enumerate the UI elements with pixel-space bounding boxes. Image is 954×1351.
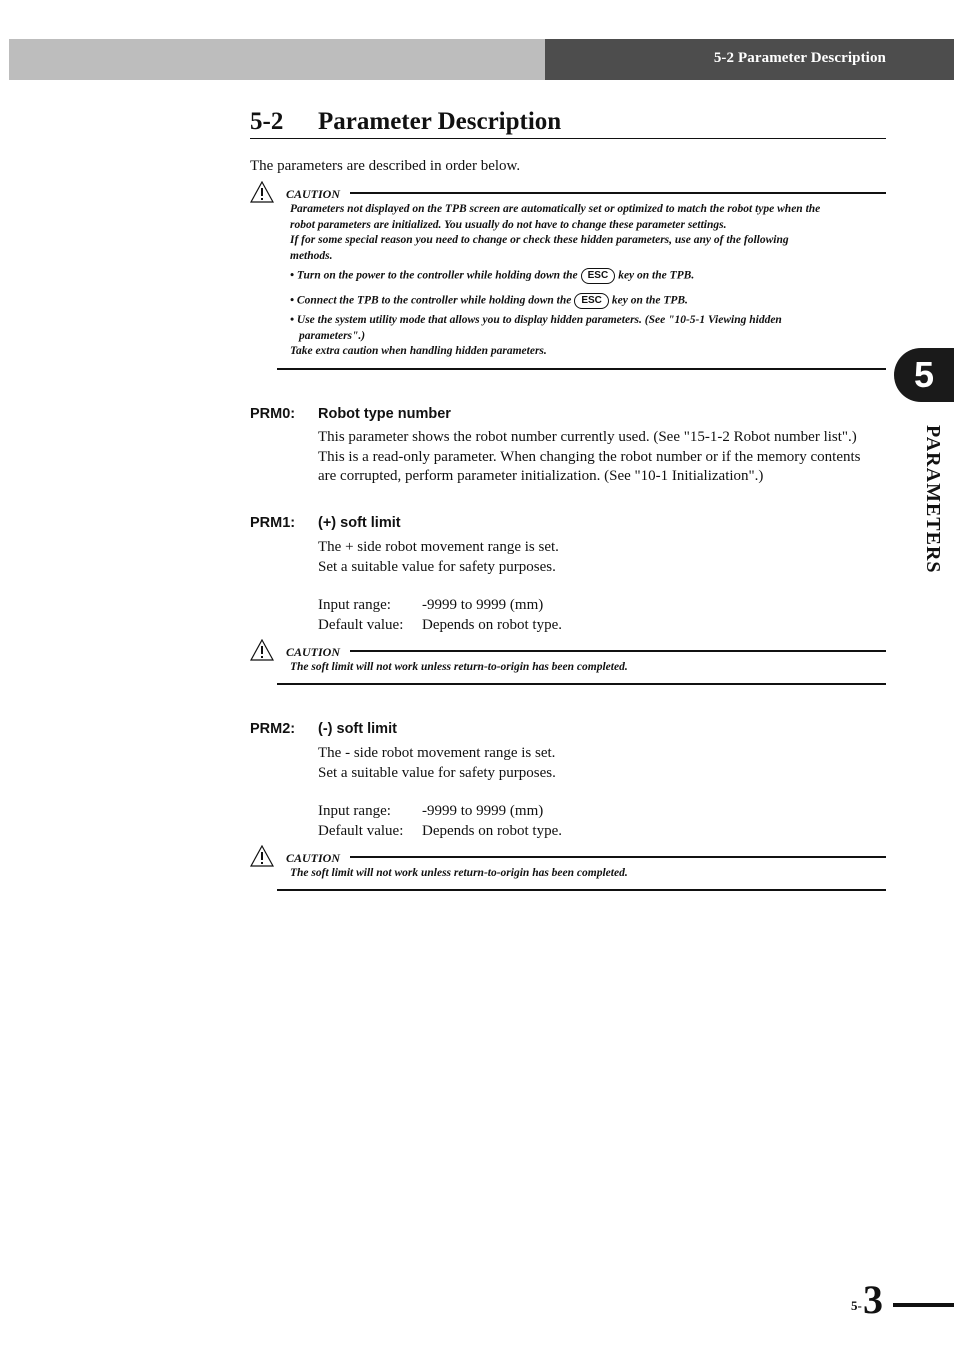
default-value: Depends on robot type. bbox=[422, 823, 562, 839]
param-code: PRM1: bbox=[250, 515, 296, 531]
section-number: 5-2 bbox=[250, 108, 284, 135]
caution-para-line: robot parameters are initialized. You usually do not have to change these parameter settings. bbox=[290, 218, 727, 231]
chapter-tab-number: 5 bbox=[913, 354, 935, 395]
param-name: (+) soft limit bbox=[318, 515, 401, 531]
caution-top-rule bbox=[350, 192, 886, 194]
section-title-rule bbox=[250, 138, 886, 139]
param-desc-line: are corrupted, perform parameter initialization. (See "10-1 Initialization".) bbox=[318, 468, 764, 485]
header-band-left bbox=[9, 39, 545, 80]
param-name: (-) soft limit bbox=[318, 721, 397, 737]
caution-para-line: Parameters not displayed on the TPB screen are automatically set or optimized to match the robot type when the bbox=[290, 203, 821, 215]
caution-top-rule bbox=[350, 856, 886, 858]
param-description bbox=[318, 538, 559, 577]
param-description bbox=[318, 744, 556, 783]
warning-icon bbox=[250, 845, 274, 867]
param-desc-line: This is a read-only parameter. When changing the robot number or if the memory contents bbox=[318, 448, 861, 465]
page-number: 3 bbox=[863, 1277, 883, 1322]
running-header: 5-2 Parameter Description bbox=[713, 50, 886, 66]
param-desc-line: The - side robot movement range is set. bbox=[318, 745, 556, 761]
param-desc-line: Set a suitable value for safety purposes. bbox=[318, 558, 556, 575]
param-desc-line: The + side robot movement range is set. bbox=[318, 539, 559, 555]
page-number-prefix: 5- bbox=[851, 1298, 862, 1313]
bullet-text: • Use the system utility mode that allows you to display hidden parameters. (See "10-5-1 Viewing hidden bbox=[290, 314, 782, 326]
caution-bottom-rule bbox=[277, 368, 886, 370]
caution-label: CAUTION bbox=[286, 851, 341, 865]
param-desc-line: This parameter shows the robot number currently used. (See "15-1-2 Robot number list".) bbox=[318, 429, 857, 445]
bullet-text: • Connect the TPB to the controller while holding down the bbox=[290, 294, 572, 307]
bullet-text: key on the TPB. bbox=[618, 269, 695, 282]
caution-text: The soft limit will not work unless return-to-origin has been completed. bbox=[290, 867, 628, 879]
caution-body bbox=[290, 202, 890, 264]
caution-label: CAUTION bbox=[286, 645, 341, 659]
caution-bullet bbox=[290, 268, 694, 284]
param-description bbox=[318, 428, 893, 487]
esc-key-icon: ESC bbox=[581, 268, 616, 284]
param-name: Robot type number bbox=[318, 406, 451, 422]
default-value-label: Default value: bbox=[318, 823, 404, 839]
input-range-label: Input range: bbox=[318, 597, 391, 613]
caution-closing: Take extra caution when handling hidden parameters. bbox=[290, 345, 547, 357]
input-range-value: -9999 to 9999 (mm) bbox=[422, 803, 544, 819]
caution-bullet bbox=[290, 313, 890, 344]
esc-key-icon: ESC bbox=[574, 293, 609, 309]
default-value: Depends on robot type. bbox=[422, 617, 562, 633]
caution-label: CAUTION bbox=[286, 187, 341, 201]
param-code: PRM2: bbox=[250, 721, 296, 737]
bullet-text: key on the TPB. bbox=[611, 294, 688, 307]
section-title: Parameter Description bbox=[318, 108, 562, 135]
caution-para-line: methods. bbox=[290, 249, 333, 262]
default-value-label: Default value: bbox=[318, 617, 404, 633]
param-desc-line: Set a suitable value for safety purposes. bbox=[318, 764, 556, 781]
caution-bullet bbox=[290, 293, 688, 309]
caution-top-rule bbox=[350, 650, 886, 652]
caution-bottom-rule bbox=[277, 889, 886, 891]
caution-para-line: If for some special reason you need to change or check these hidden parameters, use any of the following bbox=[290, 234, 789, 246]
bullet-text: • Turn on the power to the controller while holding down the bbox=[290, 269, 578, 282]
chapter-tab-label: PARAMETERS bbox=[922, 425, 944, 574]
page-number-rule bbox=[893, 1303, 954, 1307]
input-range-label: Input range: bbox=[318, 803, 391, 819]
input-range-value: -9999 to 9999 (mm) bbox=[422, 597, 544, 613]
intro-text: The parameters are described in order below. bbox=[250, 158, 521, 174]
caution-text: The soft limit will not work unless return-to-origin has been completed. bbox=[290, 661, 628, 673]
caution-bottom-rule bbox=[277, 683, 886, 685]
warning-icon bbox=[250, 181, 274, 203]
param-code: PRM0: bbox=[250, 406, 296, 422]
bullet-text: parameters".) bbox=[299, 329, 366, 342]
warning-icon bbox=[250, 639, 274, 661]
